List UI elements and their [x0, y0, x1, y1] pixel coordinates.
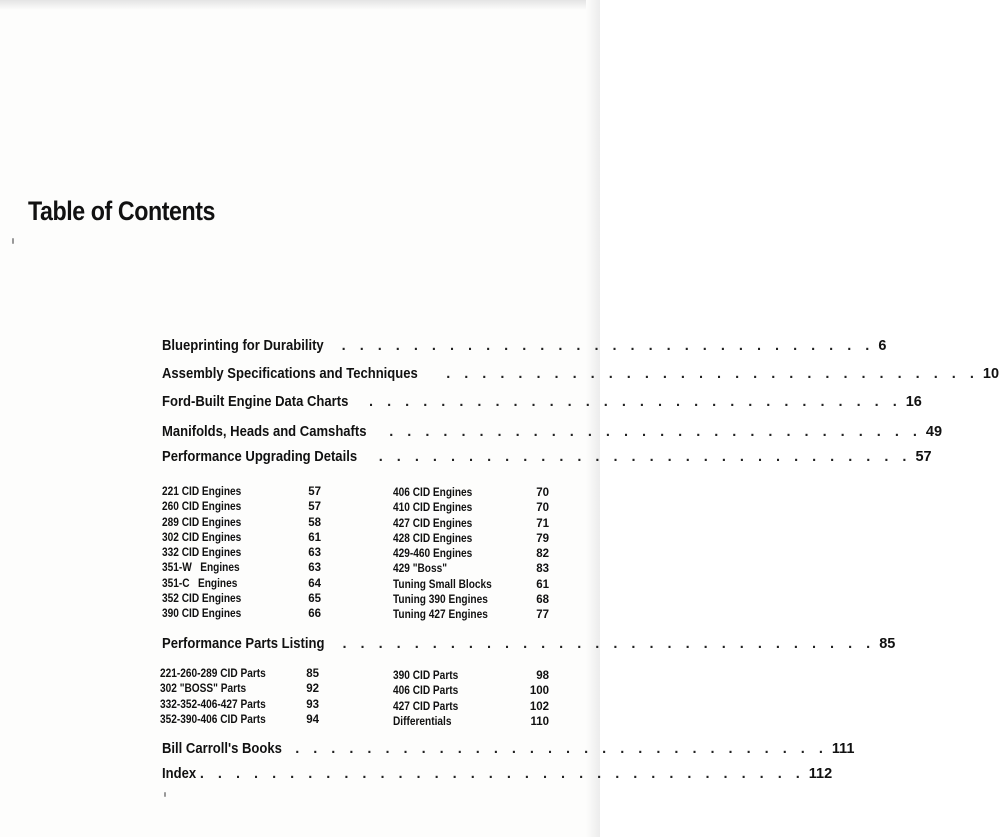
list-item-label: 390 CID Engines — [162, 608, 242, 621]
toc-entry — [162, 338, 887, 354]
list-item-label: 302 "BOSS" Parts — [160, 683, 247, 696]
scan-edge-right — [586, 0, 600, 837]
list-item-page: 63 — [308, 547, 321, 560]
dot-leader: . . . . . . . . . . . . . . . . . . . . . . . . . . . . . . — [378, 449, 912, 465]
list-item-page: 64 — [308, 577, 321, 590]
list-item-page: 71 — [536, 517, 549, 530]
list-item-page: 92 — [306, 683, 319, 696]
list-item-label: 351-C Engines — [162, 577, 238, 590]
toc-entry-page: 10 — [982, 366, 999, 382]
list-item-page: 94 — [306, 713, 319, 726]
list-item-page: 65 — [308, 593, 321, 606]
list-item — [393, 669, 549, 684]
list-item-label: 429 "Boss" — [393, 563, 448, 576]
list-item-page: 93 — [306, 698, 319, 711]
toc-entry — [162, 424, 943, 440]
toc-entry-page: 16 — [905, 394, 922, 410]
list-item-label: Differentials — [393, 715, 452, 728]
list-item — [393, 486, 549, 501]
list-item-label: 352-390-406 CID Parts — [160, 713, 266, 726]
upgrading-list-right — [393, 486, 549, 624]
list-item-label: 332-352-406-427 Parts — [160, 698, 266, 711]
list-item — [393, 715, 549, 730]
list-item-page: 77 — [536, 609, 549, 622]
list-item-label: 260 CID Engines — [162, 501, 242, 514]
page-title: Table of Contents — [28, 196, 216, 226]
list-item-label: 289 CID Engines — [162, 516, 242, 529]
list-item-label: 351-W Engines — [162, 562, 240, 575]
list-item — [162, 531, 321, 546]
list-item — [162, 500, 321, 515]
toc-entry-label: Bill Carroll's Books — [162, 741, 282, 757]
list-item — [160, 667, 319, 682]
dot-leader: . . . . . . . . . . . . . . . . . . . . . . . . . . . . . . — [389, 424, 922, 440]
toc-entry-page: 6 — [878, 338, 887, 354]
toc-entry-label: Performance Parts Listing — [162, 636, 325, 652]
list-item — [393, 547, 549, 562]
list-item-page: 57 — [308, 501, 321, 514]
toc-entry-label: Index — [162, 766, 197, 782]
toc-entry-page: 111 — [831, 741, 855, 757]
list-item — [393, 517, 549, 532]
list-item — [160, 698, 319, 713]
toc-entry-label: Ford-Built Engine Data Charts — [162, 394, 349, 410]
list-item — [160, 682, 319, 697]
list-item-label: 352 CID Engines — [162, 593, 242, 606]
parts-list-right — [393, 669, 549, 730]
list-item — [393, 501, 549, 516]
toc-entry-page: 57 — [915, 449, 932, 465]
scan-speck — [164, 792, 166, 797]
list-item-label: Tuning 390 Engines — [393, 594, 488, 607]
list-item-label: 428 CID Engines — [393, 532, 473, 545]
dot-leader: . . . . . . . . . . . . . . . . . . . . . . . . . . . . . . . . . . — [199, 766, 805, 782]
toc-entry — [162, 766, 833, 782]
list-item-label: 390 CID Parts — [393, 670, 459, 682]
list-item — [162, 516, 321, 531]
list-item-label: Tuning Small Blocks — [393, 578, 492, 591]
toc-entry — [162, 741, 855, 757]
list-item — [393, 608, 549, 623]
list-item — [393, 593, 549, 608]
list-item-label: 406 CID Parts — [393, 685, 459, 698]
toc-entry-label: Assembly Specifications and Techniques — [162, 366, 418, 382]
list-item — [393, 562, 549, 577]
toc-entry-page: 85 — [879, 636, 896, 652]
scan-speck — [12, 238, 14, 244]
list-item-label: 429-460 Engines — [393, 548, 473, 561]
list-item-page: 63 — [308, 562, 321, 575]
list-item-page: 61 — [308, 531, 321, 544]
dot-leader: . . . . . . . . . . . . . . . . . . . . . . . . . . . . . . — [342, 636, 876, 652]
list-item — [393, 700, 549, 715]
toc-entry-label: Manifolds, Heads and Camshafts — [162, 424, 367, 440]
scan-edge-top — [0, 0, 600, 10]
toc-entry-label: Performance Upgrading Details — [162, 449, 358, 465]
list-item-label: 221-260-289 CID Parts — [160, 668, 266, 680]
list-item — [162, 577, 321, 592]
list-item — [162, 546, 321, 561]
list-item-page: 82 — [536, 548, 549, 561]
list-item-label: 221 CID Engines — [162, 486, 242, 498]
list-item-page: 57 — [308, 486, 321, 498]
dot-leader: . . . . . . . . . . . . . . . . . . . . . . . . . . . . . . — [369, 394, 902, 410]
toc-entry — [162, 394, 922, 410]
dot-leader: . . . . . . . . . . . . . . . . . . . . . . . . . . . . . . — [295, 741, 828, 757]
parts-list-left — [160, 667, 319, 728]
list-item-label: 332 CID Engines — [162, 547, 242, 560]
toc-entry-page: 49 — [925, 424, 943, 440]
list-item-page: 83 — [536, 563, 549, 576]
dot-leader: . . . . . . . . . . . . . . . . . . . . . . . . . . . . . . — [446, 366, 979, 382]
list-item-page: 110 — [530, 715, 549, 728]
toc-entry — [162, 636, 896, 652]
dot-leader: . . . . . . . . . . . . . . . . . . . . . . . . . . . . . . — [341, 338, 875, 354]
list-item — [393, 578, 549, 593]
list-item — [162, 592, 321, 607]
list-item-page: 98 — [536, 670, 549, 682]
list-item-page: 100 — [529, 685, 549, 698]
list-item-label: 302 CID Engines — [162, 531, 242, 544]
list-item-label: 406 CID Engines — [393, 487, 473, 499]
list-item — [160, 713, 319, 728]
list-item-page: 61 — [536, 578, 549, 591]
upgrading-list-left — [162, 485, 321, 623]
list-item — [162, 485, 321, 500]
list-item-label: 427 CID Engines — [393, 517, 473, 530]
toc-entry-page: 112 — [808, 766, 833, 782]
list-item — [162, 607, 321, 622]
list-item — [162, 561, 321, 576]
list-item-page: 66 — [308, 608, 321, 621]
list-item — [393, 684, 549, 699]
toc-entry — [162, 449, 932, 465]
list-item-page: 85 — [306, 668, 319, 680]
list-item-label: 427 CID Parts — [393, 700, 459, 713]
toc-entry-label: Blueprinting for Durability — [162, 338, 324, 354]
list-item-label: Tuning 427 Engines — [393, 609, 488, 622]
list-item — [393, 532, 549, 547]
list-item-label: 410 CID Engines — [393, 502, 473, 515]
list-item-page: 102 — [529, 700, 549, 713]
list-item-page: 79 — [536, 532, 549, 545]
list-item-page: 68 — [536, 594, 549, 607]
list-item-page: 58 — [308, 516, 321, 529]
list-item-page: 70 — [536, 487, 549, 499]
list-item-page: 70 — [536, 502, 549, 515]
toc-entry — [162, 366, 999, 382]
